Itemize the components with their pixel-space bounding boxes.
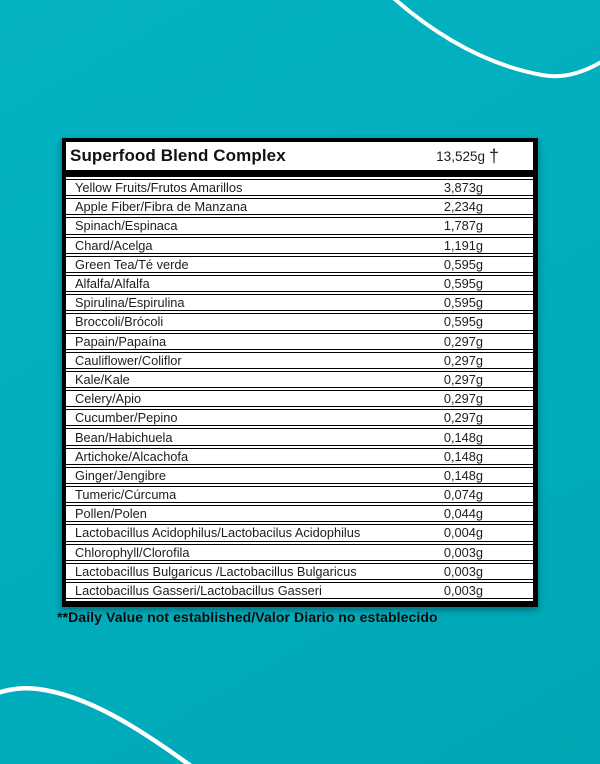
ingredient-row <box>66 390 533 407</box>
ingredient-row <box>66 294 533 311</box>
ingredient-name: Bean/Habichuela <box>75 429 173 445</box>
ingredient-name: Alfalfa/Alfalfa <box>75 276 150 292</box>
ingredient-row <box>66 486 533 503</box>
ingredient-row <box>66 409 533 426</box>
ingredient-row <box>66 563 533 580</box>
ingredient-name: Artichoke/Alcachofa <box>75 448 189 464</box>
ingredient-amount: 0,003g <box>443 544 483 560</box>
ingredient-row <box>66 217 533 234</box>
ingredient-amount: 0,595g <box>443 295 483 311</box>
ingredient-amount: 0,595g <box>443 276 483 292</box>
ingredient-amount: 0,003g <box>443 583 483 599</box>
ingredient-row <box>66 352 533 369</box>
ingredient-row <box>66 313 533 330</box>
ingredient-rows <box>66 177 533 601</box>
ingredient-row <box>66 333 533 350</box>
ingredient-amount: 0,004g <box>443 525 483 541</box>
ingredient-name: Pollen/Polen <box>75 506 147 522</box>
ingredient-amount: 0,297g <box>443 410 483 426</box>
ingredient-row <box>66 179 533 196</box>
ingredient-name: Yellow Fruits/Frutos Amarillos <box>75 180 243 196</box>
ingredient-amount: 0,044g <box>443 506 483 522</box>
ingredient-name: Spirulina/Espirulina <box>75 295 185 311</box>
ingredient-name: Cauliflower/Coliflor <box>75 352 182 368</box>
ingredient-amount: 0,595g <box>443 256 483 272</box>
ingredient-name: Spinach/Espinaca <box>75 218 178 234</box>
ingredient-row <box>66 505 533 522</box>
daily-value-footnote: **Daily Value not established/Valor Diario no establecido <box>57 609 438 625</box>
ingredient-name: Tumeric/Cúrcuma <box>75 487 177 503</box>
ingredient-name: Papain/Papaína <box>75 333 167 349</box>
ingredient-amount: 3,873g <box>443 180 483 196</box>
ingredient-name: Celery/Apio <box>75 391 142 407</box>
ingredient-name: Chard/Acelga <box>75 237 153 253</box>
ingredient-row <box>66 237 533 254</box>
ingredient-name: Broccoli/Brócoli <box>75 314 164 330</box>
bottom-left-curve-decoration <box>0 688 195 764</box>
top-right-curve-decoration <box>390 0 600 76</box>
ingredient-name: Chlorophyll/Clorofila <box>75 544 190 560</box>
ingredient-row <box>66 275 533 292</box>
blend-total-amount <box>436 147 499 165</box>
ingredient-amount: 1,787g <box>443 218 483 234</box>
ingredient-row <box>66 544 533 561</box>
ingredient-row <box>66 198 533 215</box>
ingredient-amount: 0,297g <box>443 333 483 349</box>
ingredient-amount: 0,074g <box>443 487 483 503</box>
panel-header-row <box>66 142 533 177</box>
ingredient-amount: 0,148g <box>443 467 483 483</box>
ingredient-amount: 0,297g <box>443 352 483 368</box>
ingredient-amount: 0,297g <box>443 371 483 387</box>
ingredient-name: Green Tea/Té verde <box>75 256 189 272</box>
ingredient-row <box>66 256 533 273</box>
ingredient-amount: 0,297g <box>443 391 483 407</box>
ingredient-amount: 0,148g <box>443 448 483 464</box>
ingredient-amount: 0,148g <box>443 429 483 445</box>
ingredient-name: Ginger/Jengibre <box>75 467 167 483</box>
ingredient-row <box>66 524 533 541</box>
ingredient-name: Apple Fiber/Fibra de Manzana <box>75 199 248 215</box>
blend-total-value: 13,525g <box>436 148 485 164</box>
ingredient-amount: 0,595g <box>443 314 483 330</box>
ingredient-name: Lactobacillus Acidophilus/Lactobacilus Acidophilus <box>75 525 361 541</box>
ingredient-row <box>66 428 533 445</box>
supplement-facts-panel <box>62 138 538 607</box>
ingredient-name: Cucumber/Pepino <box>75 410 178 426</box>
ingredient-amount: 2,234g <box>443 199 483 215</box>
ingredient-row <box>66 448 533 465</box>
ingredient-amount: 1,191g <box>443 237 483 253</box>
blend-title: Superfood Blend Complex <box>70 146 286 165</box>
ingredient-row <box>66 467 533 484</box>
ingredient-name: Lactobacillus Gasseri/Lactobacillus Gasseri <box>75 583 322 599</box>
ingredient-row <box>66 371 533 388</box>
ingredient-name: Lactobacillus Bulgaricus /Lactobacillus Bulgaricus <box>75 563 357 579</box>
ingredient-name: Kale/Kale <box>75 371 130 387</box>
dagger-icon: † <box>488 146 499 166</box>
ingredient-row <box>66 582 533 599</box>
ingredient-amount: 0,003g <box>443 563 483 579</box>
